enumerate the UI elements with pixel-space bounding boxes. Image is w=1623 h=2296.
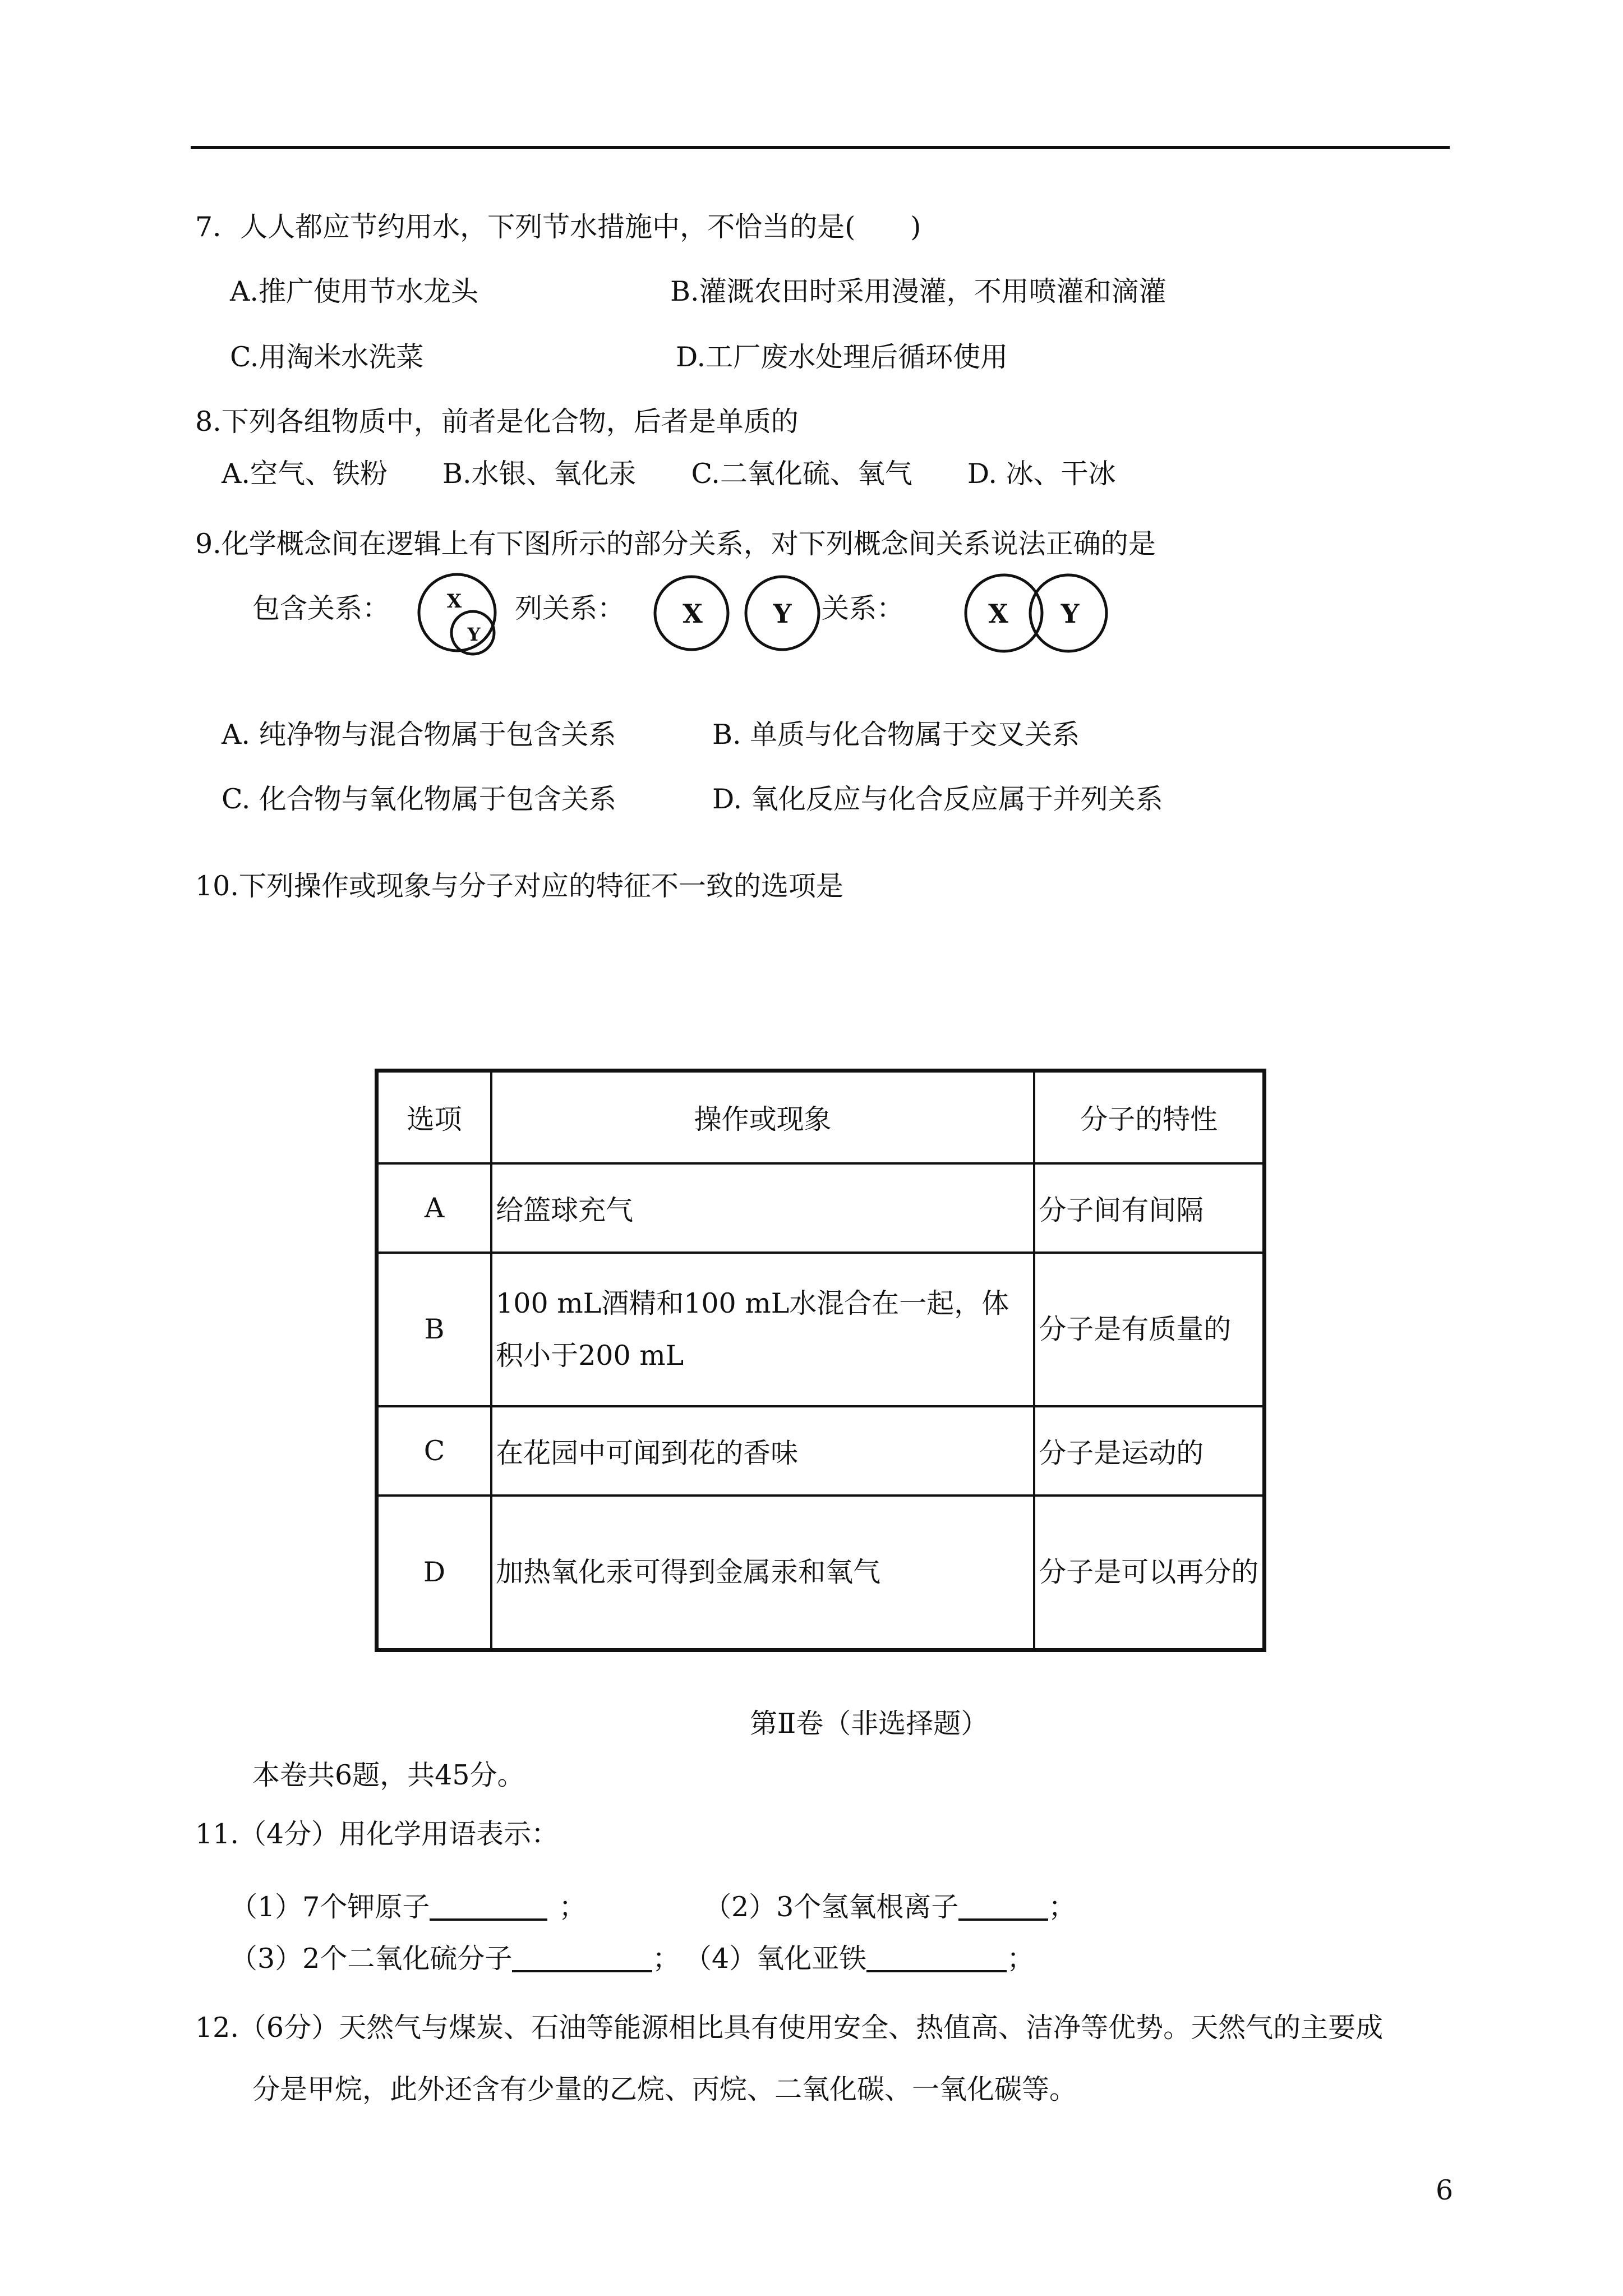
q11-item-4-text: （4）氧化亚铁 xyxy=(684,1943,867,1975)
row-property: 分子是运动的 xyxy=(1034,1406,1264,1496)
header-property: 分子的特性 xyxy=(1034,1071,1264,1164)
q11-item-1 xyxy=(230,1890,586,1921)
table-row xyxy=(377,1406,1265,1496)
q11-item-3 xyxy=(230,1942,680,1975)
contain-x-label: X xyxy=(446,590,462,613)
q7-option-d: D.工厂废水处理后循环使用 xyxy=(676,341,1008,373)
answer-blank-4[interactable] xyxy=(866,1942,1007,1972)
q9-label-parallel: 列关系： xyxy=(515,592,625,624)
q7-option-b: B.灌溉农田时采用漫灌，不用喷灌和滴灌 xyxy=(670,275,1166,307)
q9-label-contain: 包含关系： xyxy=(252,592,390,624)
q9-option-a: A. 纯净物与混合物属于包含关系 xyxy=(222,719,616,751)
q9-option-b: B. 单质与化合物属于交叉关系 xyxy=(712,719,1080,751)
row-property: 分子是可以再分的 xyxy=(1034,1496,1264,1650)
row-option: B xyxy=(377,1253,492,1406)
part2-note: 本卷共6题，共45分。 xyxy=(252,1759,525,1791)
q9-option-d: D. 氧化反应与化合反应属于并列关系 xyxy=(712,783,1163,815)
cross-x-label: X xyxy=(988,599,1008,629)
q10-table xyxy=(375,1069,1266,1652)
row-operation: 给篮球充气 xyxy=(491,1163,1034,1253)
contain-y-label: Y xyxy=(467,624,481,645)
q8-options: A.空气、铁粉 B.水银、氧化汞 C.二氧化硫、氧气 D. 冰、干冰 xyxy=(222,458,1116,490)
semicolon: ； xyxy=(559,1891,587,1923)
q10-stem: 10.下列操作或现象与分子对应的特征不一致的选项是 xyxy=(195,870,843,902)
row-operation: 加热氧化汞可得到金属汞和氧气 xyxy=(491,1496,1034,1650)
q11-stem: 11.（4分）用化学用语表示： xyxy=(195,1818,559,1850)
q11-item-4 xyxy=(684,1942,1035,1975)
answer-blank-2[interactable] xyxy=(958,1890,1048,1921)
table-header-row xyxy=(377,1071,1265,1164)
semicolon: ； xyxy=(1048,1891,1076,1923)
q12-line-1: 12.（6分）天然气与煤炭、石油等能源相比具有使用安全、热值高、洁净等优势。天然气的主要成 xyxy=(195,2012,1384,2044)
semicolon: ； xyxy=(1007,1943,1035,1975)
q8-stem: 8.下列各组物质中，前者是化合物，后者是单质的 xyxy=(195,406,799,438)
q7-stem: 7．人人都应节约用水，下列节水措施中，不恰当的是( ) xyxy=(195,211,921,243)
table-row xyxy=(377,1253,1265,1406)
q12-line-2: 分是甲烷，此外还含有少量的乙烷、丙烷、二氧化碳、一氧化碳等。 xyxy=(252,2073,1077,2105)
row-option: C xyxy=(377,1406,492,1496)
q7-option-a: A.推广使用节水龙头 xyxy=(230,275,478,307)
answer-blank-1[interactable] xyxy=(430,1890,547,1921)
part2-title: 第Ⅱ卷（非选择题） xyxy=(750,1708,989,1740)
q11-item-1-text: （1）7个钾原子 xyxy=(230,1891,430,1923)
row-operation: 100 mL酒精和100 mL水混合在一起，体积小于200 mL xyxy=(491,1253,1034,1406)
q9-option-c: C. 化合物与氧化物属于包含关系 xyxy=(222,783,616,815)
table-row xyxy=(377,1163,1265,1253)
q11-item-2-text: （2）3个氢氧根离子 xyxy=(704,1891,959,1923)
row-operation: 在花园中可闻到花的香味 xyxy=(491,1406,1034,1496)
parallel-y-label: Y xyxy=(773,599,792,629)
semicolon: ； xyxy=(652,1943,680,1975)
header-operation: 操作或现象 xyxy=(491,1071,1034,1164)
row-option: D xyxy=(377,1496,492,1650)
cross-y-label: Y xyxy=(1061,599,1080,629)
venn-diagrams xyxy=(0,0,1623,701)
q11-item-2 xyxy=(704,1890,1076,1921)
q11-item-3-text: （3）2个二氧化硫分子 xyxy=(230,1943,513,1975)
page-number: 6 xyxy=(1436,2174,1454,2206)
q7-option-c: C.用淘米水洗菜 xyxy=(230,341,424,373)
header-option: 选项 xyxy=(377,1071,492,1164)
parallel-x-label: X xyxy=(683,599,703,629)
row-property: 分子间有间隔 xyxy=(1034,1163,1264,1253)
table-row xyxy=(377,1496,1265,1650)
row-property: 分子是有质量的 xyxy=(1034,1253,1264,1406)
row-option: A xyxy=(377,1163,492,1253)
q9-stem: 9.化学概念间在逻辑上有下图所示的部分关系，对下列概念间关系说法正确的是 xyxy=(195,528,1156,560)
contain-outer-circle xyxy=(419,574,495,651)
q9-label-cross: 关系： xyxy=(822,592,905,624)
answer-blank-3[interactable] xyxy=(512,1942,652,1972)
